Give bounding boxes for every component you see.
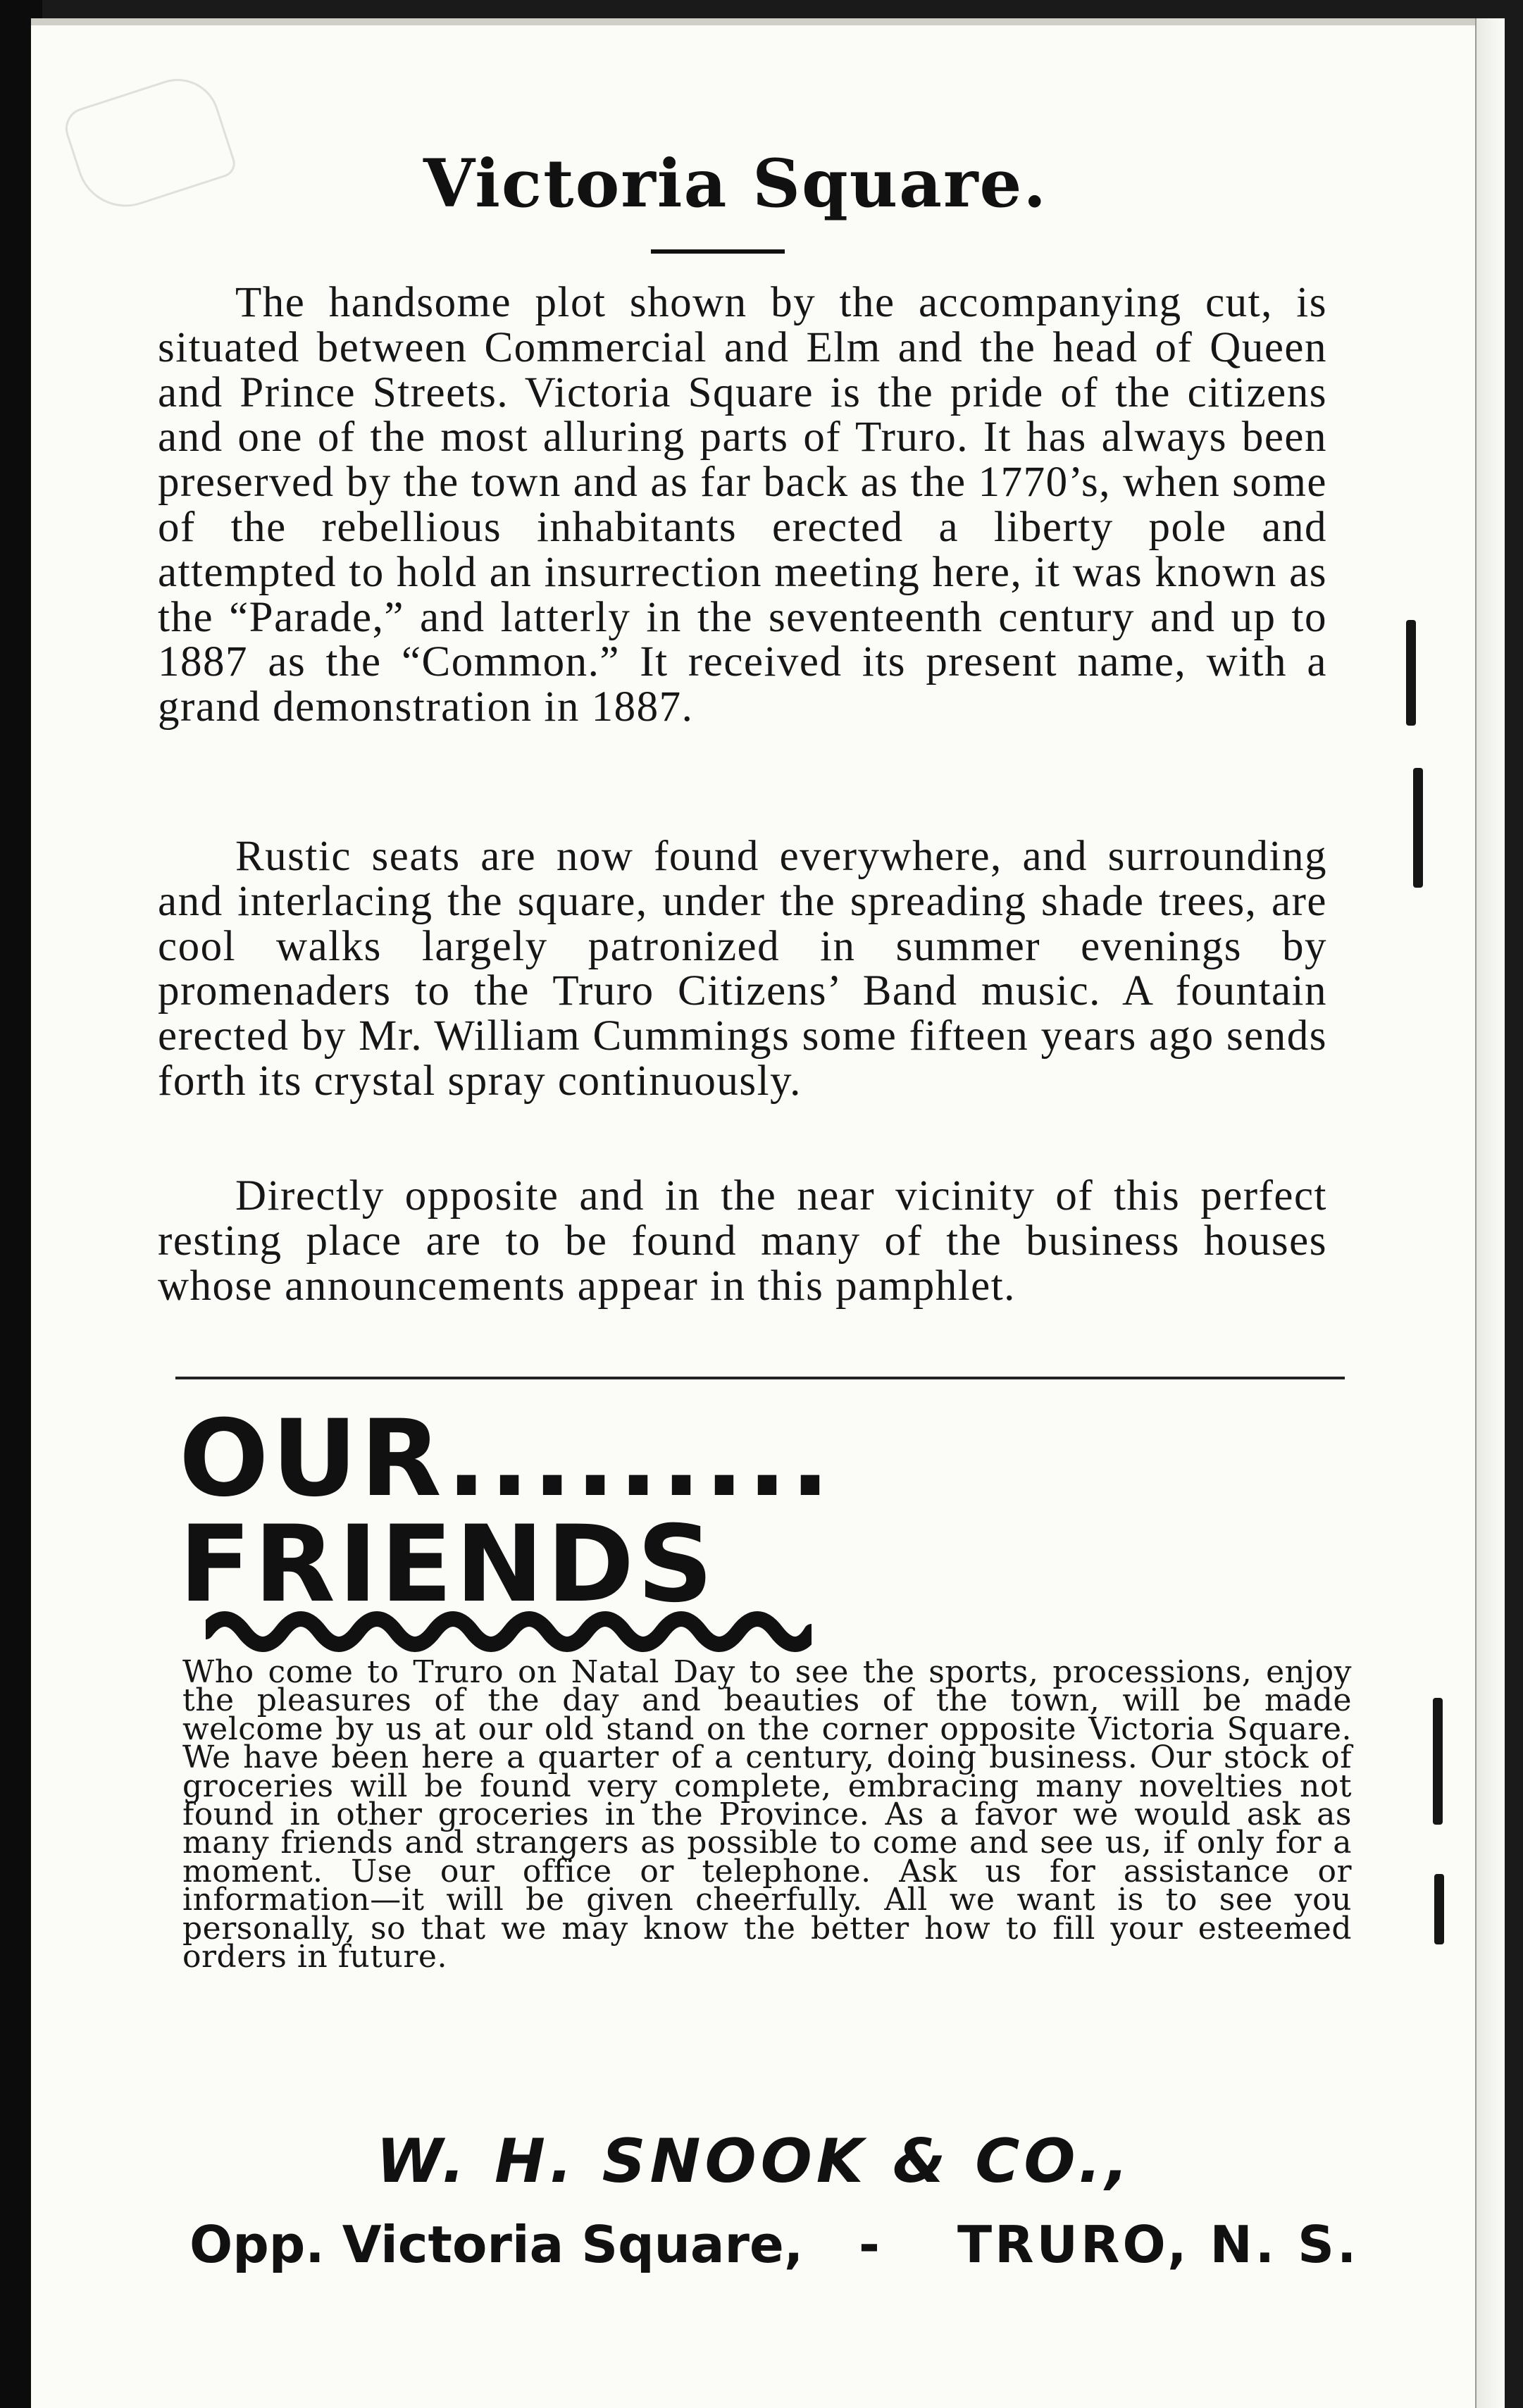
- address-separator: -: [859, 2215, 880, 2274]
- binding-clip: [1413, 768, 1423, 888]
- firm-name: W. H. SNOOK & CO.,: [376, 2126, 1133, 2197]
- wave-ornament: [206, 1609, 812, 1654]
- binding-clip: [1434, 1874, 1444, 1944]
- address-city: TRURO, N. S.: [957, 2215, 1360, 2274]
- binding-clip: [1406, 620, 1416, 726]
- article-paragraph-3: Directly opposite and in the near vicinity of this perfect resting place are to be found many of the business houses whose announcements appear in this pamphlet.: [158, 1172, 1327, 1310]
- page-top-edge: [31, 18, 1505, 25]
- title-rule: [651, 249, 785, 254]
- pamphlet-page: [31, 18, 1505, 2408]
- advert-heading-our: OUR.........: [179, 1398, 833, 1520]
- binding-clip: [1433, 1698, 1443, 1825]
- page-right-edge: [1475, 18, 1505, 2408]
- section-divider: [175, 1377, 1345, 1379]
- article-paragraph-1: The handsome plot shown by the accompanying cut, is situated between Commercial and Elm and the head of Queen and Prince Streets. Victoria Square is the pride of the citizens and one of the most alluring parts of Truro. It has always been preserved by the town and as far back as the 1770’s, when some of the rebellious inhabitants erected a liberty pole and attempted to hold an insurrection meeting here, it was known as the “Parade,” and latterly in the seventeenth century and up to 1887 as the “Common.” It received its present name, with a grand demonstration in 1887.: [158, 279, 1327, 731]
- wave-ornament-path: [206, 1619, 812, 1644]
- advert-heading-friends: FRIENDS: [179, 1503, 716, 1626]
- page-title: Victoria Square.: [423, 145, 1048, 223]
- firm-address: [189, 2215, 1359, 2274]
- advert-body: Who come to Truro on Natal Day to see the sports, processions, enjoy the pleasures of the day and beauties of the town, will be made welcome by us at our old stand on the corner opposite Victoria Square. We have been here a quarter of a century, doing business. Our stock of groceries will be found very complete, embracing many novelties not found in other groceries in the Province. As a favor we would ask as many friends and strangers as possible to come and see us, if only for a moment. Use our office or telephone. Ask us for assistance or information—it will be given cheerfully. All we want is to see you personally, so that we may know the better how to fill your esteemed orders in future.: [182, 1654, 1352, 1975]
- address-left: Opp. Victoria Square,: [189, 2215, 804, 2274]
- article-paragraph-2: Rustic seats are now found everywhere, and surrounding and interlacing the square, under the spreading shade trees, are cool walks largely patronized in summer evenings by promenaders to the Truro Citizens’ Band music. A fountain erected by Mr. William Cummings some fifteen years ago sends forth its crystal spray continuously.: [158, 833, 1327, 1105]
